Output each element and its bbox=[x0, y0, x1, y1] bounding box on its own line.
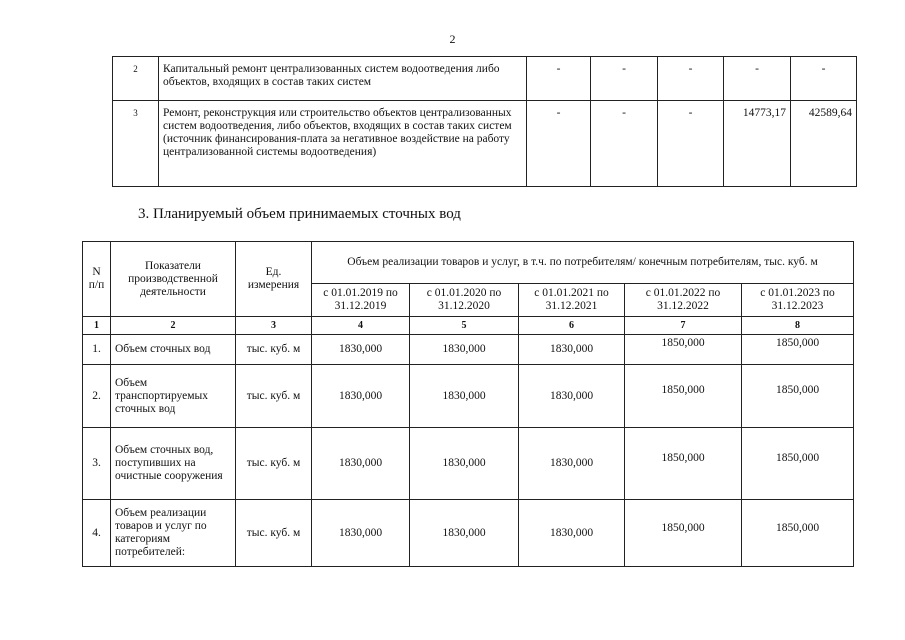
row-indicator: Объем транспортируемых сточных вод bbox=[111, 365, 236, 428]
row-description: Ремонт, реконструкция или строительство объектов централизованных систем водоотведения, либо объектов, входящих в состав таких систем (источник финансирования-плата за негативное воздействие на работу централизованной системы водоотведения) bbox=[159, 101, 527, 187]
column-index: 7 bbox=[625, 317, 742, 335]
row-number: 2. bbox=[83, 365, 111, 428]
row-value: 14773,17 bbox=[724, 101, 791, 187]
row-indicator: Объем реализации товаров и услуг по категориям потребителей: bbox=[111, 500, 236, 567]
column-index: 8 bbox=[742, 317, 854, 335]
row-value: - bbox=[591, 57, 658, 101]
row-number: 1. bbox=[83, 335, 111, 365]
row-value: 1850,000 bbox=[742, 500, 854, 567]
row-value: 1830,000 bbox=[519, 500, 625, 567]
row-value: 1850,000 bbox=[625, 365, 742, 428]
header-number: N п/п bbox=[83, 242, 111, 317]
row-number: 4. bbox=[83, 500, 111, 567]
table-row bbox=[113, 101, 857, 187]
row-value: 1830,000 bbox=[312, 365, 410, 428]
column-index: 6 bbox=[519, 317, 625, 335]
row-value: 1830,000 bbox=[312, 335, 410, 365]
header-group: Объем реализации товаров и услуг, в т.ч. по потребителям/ конечным потребителям, тыс. куб. м bbox=[312, 242, 854, 284]
row-value: 1850,000 bbox=[742, 335, 854, 365]
header-period: с 01.01.2021 по 31.12.2021 bbox=[519, 284, 625, 317]
column-index-row bbox=[83, 317, 854, 335]
row-unit: тыс. куб. м bbox=[236, 335, 312, 365]
row-number: 2 bbox=[113, 57, 159, 101]
row-unit: тыс. куб. м bbox=[236, 500, 312, 567]
page-number: 2 bbox=[449, 32, 456, 46]
row-value: - bbox=[724, 57, 791, 101]
header-period: с 01.01.2023 по 31.12.2023 bbox=[742, 284, 854, 317]
row-value: 1830,000 bbox=[410, 335, 519, 365]
row-unit: тыс. куб. м bbox=[236, 365, 312, 428]
row-value: 1850,000 bbox=[625, 335, 742, 365]
investment-table bbox=[112, 56, 857, 187]
row-value: 1830,000 bbox=[410, 365, 519, 428]
column-index: 4 bbox=[312, 317, 410, 335]
header-indicator: Показатели производственной деятельности bbox=[111, 242, 236, 317]
row-value: - bbox=[591, 101, 658, 187]
column-index: 3 bbox=[236, 317, 312, 335]
row-indicator: Объем сточных вод bbox=[111, 335, 236, 365]
header-period: с 01.01.2022 по 31.12.2022 bbox=[625, 284, 742, 317]
row-number: 3 bbox=[113, 101, 159, 187]
row-value: 1830,000 bbox=[410, 428, 519, 500]
table-row bbox=[83, 335, 854, 365]
row-value: 1850,000 bbox=[625, 500, 742, 567]
row-value: 1830,000 bbox=[410, 500, 519, 567]
table-row bbox=[113, 57, 857, 101]
row-value: - bbox=[791, 57, 857, 101]
header-unit: Ед. измерения bbox=[236, 242, 312, 317]
column-index: 1 bbox=[83, 317, 111, 335]
section-title: 3. Планируемый объем принимаемых сточных вод bbox=[138, 206, 461, 222]
column-index: 5 bbox=[410, 317, 519, 335]
header-period: с 01.01.2019 по 31.12.2019 bbox=[312, 284, 410, 317]
row-value: - bbox=[658, 57, 724, 101]
wastewater-volume-table bbox=[82, 241, 854, 567]
table-row bbox=[83, 365, 854, 428]
table-row bbox=[83, 500, 854, 567]
row-value: 1830,000 bbox=[312, 428, 410, 500]
row-value: 1850,000 bbox=[742, 428, 854, 500]
row-number: 3. bbox=[83, 428, 111, 500]
row-value: 1830,000 bbox=[519, 335, 625, 365]
header-row bbox=[83, 242, 854, 284]
row-value: 1830,000 bbox=[312, 500, 410, 567]
header-period: с 01.01.2020 по 31.12.2020 bbox=[410, 284, 519, 317]
row-description: Капитальный ремонт централизованных систем водоотведения либо объектов, входящих в состав таких систем bbox=[159, 57, 527, 101]
row-value: 42589,64 bbox=[791, 101, 857, 187]
row-value: 1850,000 bbox=[625, 428, 742, 500]
table-row bbox=[83, 428, 854, 500]
row-unit: тыс. куб. м bbox=[236, 428, 312, 500]
row-indicator: Объем сточных вод, поступивших на очистные сооружения bbox=[111, 428, 236, 500]
row-value: - bbox=[527, 57, 591, 101]
row-value: 1850,000 bbox=[742, 365, 854, 428]
row-value: - bbox=[658, 101, 724, 187]
column-index: 2 bbox=[111, 317, 236, 335]
row-value: 1830,000 bbox=[519, 428, 625, 500]
row-value: - bbox=[527, 101, 591, 187]
row-value: 1830,000 bbox=[519, 365, 625, 428]
